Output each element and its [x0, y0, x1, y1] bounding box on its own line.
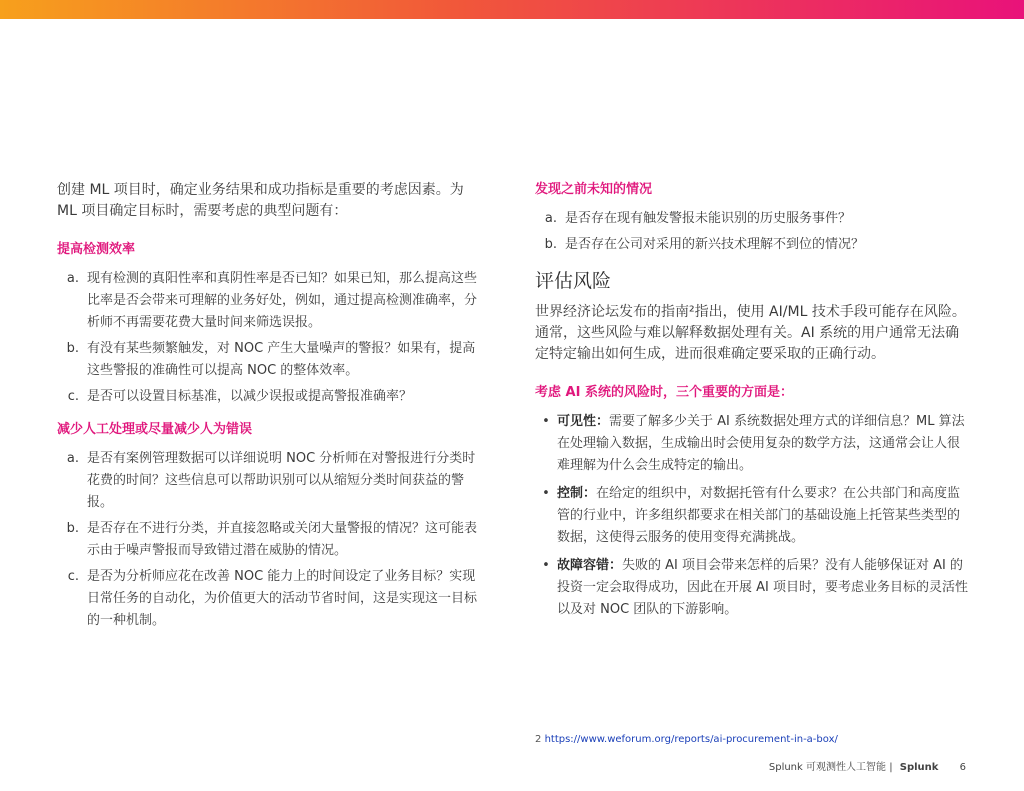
footnote-number: 2 — [535, 734, 542, 745]
efficiency-list — [57, 268, 482, 408]
list-item: c. 是否可以设置目标基准，以减少误报或提高警报准确率？ — [67, 389, 413, 404]
section-heading-unknown: 发现之前未知的情况 — [535, 182, 653, 197]
bullet-item-control: • 控制：在给定的组织中，对数据托管有什么要求？在公共部门和高度监管的行业中，许多组织都要求在相关部门的基础设施上托管某些类型的数据，这使得云服务的使用变得充满挑战。 — [542, 486, 961, 545]
footnote — [535, 734, 838, 745]
list-item: a. 是否存在现有触发警报未能识别的历史服务事件？ — [544, 211, 852, 226]
bullet-term: 故障容错： — [557, 558, 623, 573]
left-column — [57, 180, 482, 644]
list-item: c. 是否为分析师应花在改善 NOC 能力上的时间设定了业务目标？实现日常任务的自动化，为价值更大的活动节省时间，这是实现这一目标的一种机制。 — [67, 569, 478, 628]
list-item: a. 是否有案例管理数据可以详细说明 NOC 分析师在对警报进行分类时花费的时间？这些信息可以帮助识别可以从缩短分类时间获益的警报。 — [66, 451, 476, 510]
intro-paragraph: 创建 ML 项目时，确定业务结果和成功指标是重要的考虑因素。为 ML 项目确定目标时，需要考虑的典型问题有： — [57, 182, 464, 219]
bullet-term: 可见性： — [557, 414, 610, 429]
section-heading-reduce-errors: 减少人工处理或尽量减少人为错误 — [57, 422, 253, 437]
page-footer — [769, 758, 966, 773]
risk-subheading: 考虑 AI 系统的风险时，三个重要的方面是： — [535, 385, 793, 400]
list-item: a. 现有检测的真阳性率和真阴性率是否已知？如果已知，那么提高这些比率是否会带来可理解的业务好处，例如，通过提高检测准确率，分析师不再需要花费大量时间来筛选误报。 — [66, 271, 478, 330]
list-item: b. 是否存在公司对采用的新兴技术理解不到位的情况？ — [544, 237, 865, 252]
bullet-term: 控制： — [557, 486, 597, 501]
unknown-list — [535, 208, 970, 256]
bullet-item-visibility: • 可见性：需要了解多少关于 AI 系统数据处理方式的详细信息？ML 算法在处理输入数据，生成输出时会使用复杂的数学方法，这通常会让人很难理解为什么会生成特定的输出。 — [542, 414, 965, 473]
top-gradient-bar — [0, 0, 1024, 19]
right-column — [535, 180, 970, 627]
section-heading-efficiency: 提高检测效率 — [57, 242, 136, 257]
footnote-link[interactable]: https://www.weforum.org/reports/ai-procurement-in-a-box/ — [544, 734, 838, 745]
list-item: b. 有没有某些频繁触发，对 NOC 产生大量噪声的警报？如果有，提高这些警报的准确性可以提高 NOC 的整体效率。 — [66, 341, 476, 378]
footer-brand: Splunk — [899, 762, 939, 773]
bullet-item-fault-tolerance: • 故障容错：失败的 AI 项目会带来怎样的后果？没有人能够保证对 AI 的投资一定会取得成功，因此在开展 AI 项目时，要考虑业务目标的灵活性以及对 NOC 团队的下游影响。 — [542, 558, 968, 617]
footer-separator: | — [889, 762, 893, 773]
reduce-errors-list — [57, 448, 482, 632]
footer-doc-title: Splunk 可观测性人工智能 — [768, 762, 886, 773]
page-number: 6 — [959, 762, 966, 773]
risk-paragraph: 世界经济论坛发布的指南²指出，使用 AI/ML 技术手段可能存在风险。通常，这些风险与难以解释数据处理有关。AI 系统的用户通常无法确定特定输出如何生成，进而很难确定要采取的正确行动。 — [535, 304, 966, 362]
risk-bullets — [535, 411, 970, 621]
risk-title: 评估风险 — [535, 270, 612, 292]
list-item: b. 是否存在不进行分类，并直接忽略或关闭大量警报的情况？这可能表示由于噪声警报而导致错过潜在威胁的情况。 — [66, 521, 478, 558]
